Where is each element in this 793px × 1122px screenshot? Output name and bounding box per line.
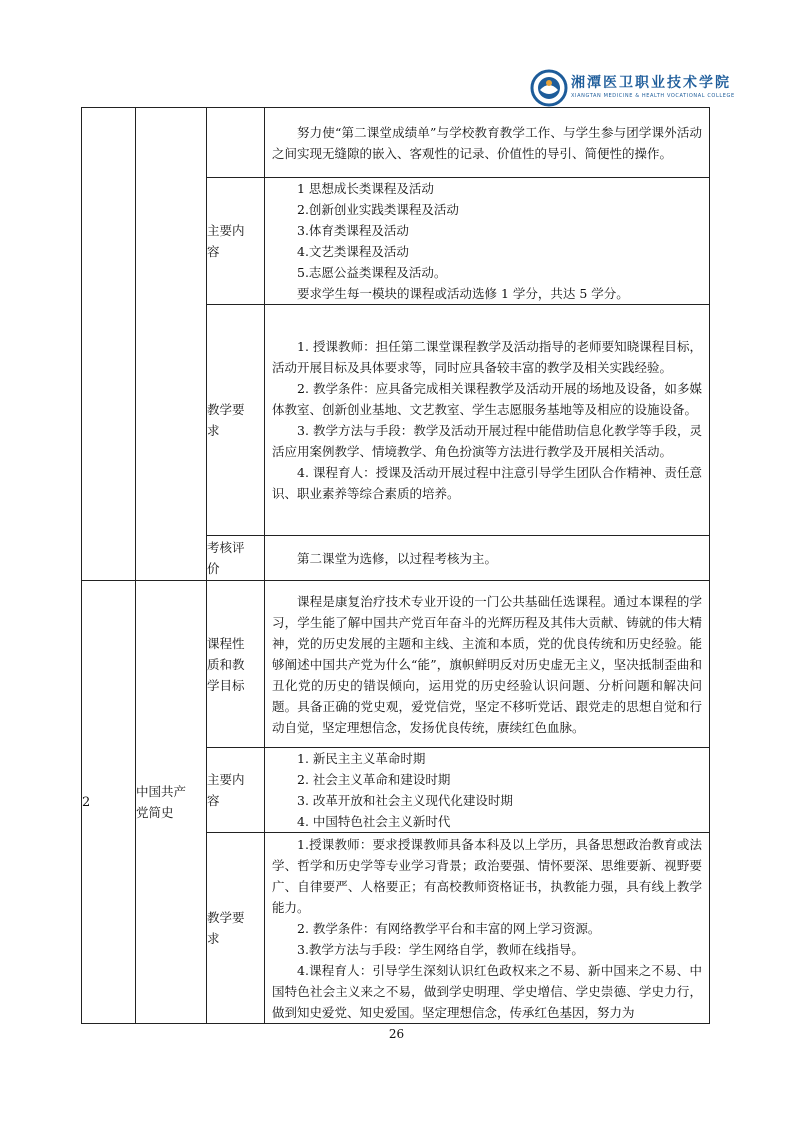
assessment-text: 第二课堂为选修，以过程考核为主。 — [297, 550, 498, 566]
list-item: 5.志愿公益类课程及活动。 — [297, 265, 447, 280]
list-item: 4.文艺类课程及活动 — [297, 244, 409, 259]
content-cell — [265, 305, 710, 536]
label-cell — [207, 536, 265, 581]
list-item: 4. 中国特色社会主义新时代 — [297, 814, 451, 829]
requirements-label: 教学要求 — [207, 402, 245, 438]
college-english-name: XIANGTAN MEDICINE & HEALTH VOCATIONAL COLLEGE — [571, 93, 735, 99]
content-cell — [265, 536, 710, 581]
number-cell — [82, 108, 136, 581]
college-name: 湘潭医卫职业技术学院 — [571, 75, 731, 91]
requirement-paragraph: 2. 教学条件：应具备完成相关课程教学及活动开展的场地及设备，如多媒体教室、创新创业基地、文艺教室、学生志愿服务基地等及相应的设施设备。 — [272, 381, 702, 417]
requirement-paragraph: 1. 授课教师：担任第二课堂课程教学及活动指导的老师要知晓课程目标，活动开展目标及具体要求等，同时应具备较丰富的教学及相关实践经验。 — [272, 339, 702, 375]
label-cell — [207, 178, 265, 305]
page-number: 26 — [388, 1027, 405, 1041]
content-cell — [265, 833, 710, 1024]
label-cell — [207, 748, 265, 833]
course-table — [81, 107, 710, 1024]
content-cell — [265, 748, 710, 833]
requirement-paragraph: 4.课程育人：引导学生深刻认识红色政权来之不易、新中国来之不易、中国特色社会主义来之不易，做到学史明理、学史增信、学史崇德、学史力行，做到知史爱党、知史爱国。坚定理想信念，传承红色基因，努力为 — [272, 962, 702, 1020]
list-item: 2.创新创业实践类课程及活动 — [297, 202, 459, 217]
requirement-paragraph: 3.教学方法与手段：学生网络自学，教师在线指导。 — [297, 941, 584, 957]
table-row — [82, 108, 710, 178]
requirement-paragraph: 3. 教学方法与手段：教学及活动开展过程中能借助信息化教学等手段，灵活应用案例教学、情境教学、角色扮演等方法进行教学及开展相关活动。 — [272, 423, 702, 459]
list-item: 要求学生每一模块的课程或活动选修 1 学分，共达 5 学分。 — [297, 286, 629, 301]
assessment-label: 考核评价 — [207, 540, 245, 576]
requirement-paragraph: 1.授课教师：要求授课教师具备本科及以上学历，具备思想政治教育或法学、哲学和历史学等专业学习背景；政治要强、情怀要深、思维要新、视野要广、自律要严、人格要正；有高校教师资格证书，执教能力强，具有线上教学能力。 — [272, 836, 702, 915]
course-name-cell — [136, 108, 207, 581]
requirement-paragraph: 2. 教学条件：有网络教学平台和丰富的网上学习资源。 — [297, 920, 601, 936]
label-cell — [207, 305, 265, 536]
table-row — [82, 581, 710, 748]
content-cell — [265, 108, 710, 178]
list-item: 2. 社会主义革命和建设时期 — [297, 772, 451, 787]
nature-label: 课程性质和教学目标 — [207, 635, 245, 693]
content-cell — [265, 581, 710, 748]
requirements-label: 教学要求 — [207, 910, 245, 946]
label-cell — [207, 581, 265, 748]
content-label: 主要内容 — [207, 223, 245, 259]
content-cell — [265, 178, 710, 305]
label-cell — [207, 833, 265, 1024]
course-number: 2 — [82, 581, 136, 1024]
label-cell — [207, 108, 265, 178]
course-name: 中国共产党简史 — [136, 784, 187, 820]
course-name-cell — [136, 581, 207, 1024]
requirement-paragraph: 4. 课程育人：授课及活动开展过程中注意引导学生团队合作精神、责任意识、职业素养等综合素质的培养。 — [272, 465, 702, 501]
list-item: 1. 新民主主义革命时期 — [297, 751, 426, 766]
content-label: 主要内容 — [207, 772, 245, 808]
list-item: 3.体育类课程及活动 — [297, 223, 409, 238]
intro-paragraph: 努力使“第二课堂成绩单”与学校教育教学工作、与学生参与团学课外活动之间实现无缝隙的嵌入、客观性的记录、价值性的导引、简便性的操作。 — [272, 124, 702, 161]
list-item: 3. 改革开放和社会主义现代化建设时期 — [297, 793, 513, 808]
list-item: 1 思想成长类课程及活动 — [297, 181, 434, 196]
nature-text: 课程是康复治疗技术专业开设的一门公共基础任选课程。通过本课程的学习，学生能了解中国共产党百年奋斗的光辉历程及其伟大贡献、铸就的伟大精神，党的历史发展的主题和主线、主流和本质，党的优良传统和历史经验。能够阐述中国共产党为什么“能”，旗帜鲜明反对历史虚无主义，坚决抵制歪曲和丑化党的历史的错误倾向，运用党的历史经验认识问题、分析问题和解决问题。具备正确的党史观，爱党信党，坚定不移听党话、跟党走的思想自觉和行动自觉，坚定理想信念，发扬优良传统，赓续红色血脉。 — [272, 593, 702, 735]
